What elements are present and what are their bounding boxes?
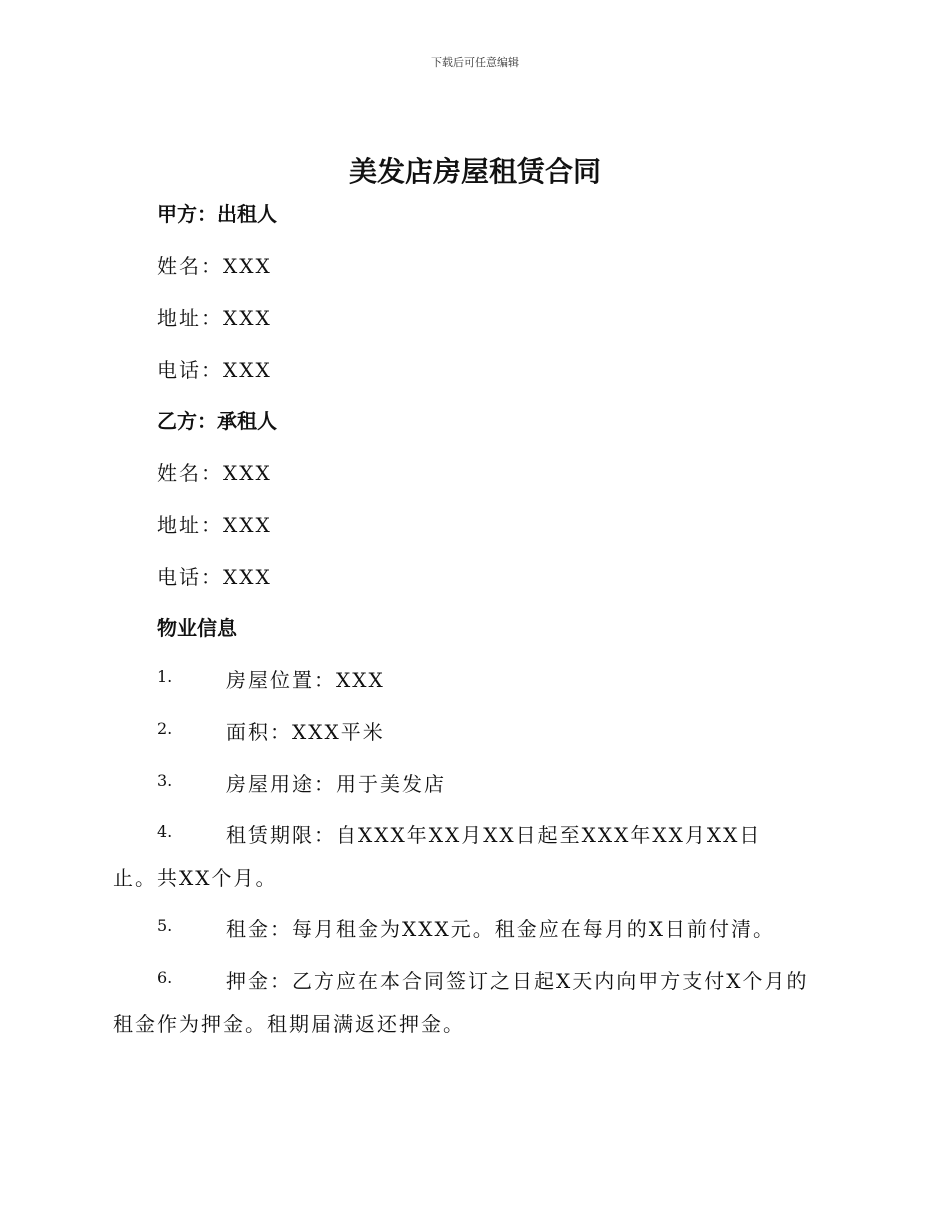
party-b-heading: 乙方：承租人 [157,409,277,433]
list-item-number: 4. [157,822,173,841]
list-item: 租金：每月租金为XXX元。租金应在每月的X日前付清。 [226,917,775,941]
party-a-heading: 甲方：出租人 [157,202,277,226]
list-item-number: 6. [157,968,173,987]
property-heading: 物业信息 [157,616,237,640]
list-item: 房屋用途：用于美发店 [226,772,446,796]
list-item-number: 1. [157,667,173,686]
list-item-number: 2. [157,719,173,738]
header-note: 下载后可任意编辑 [431,56,519,69]
document-title: 美发店房屋租赁合同 [348,155,601,188]
party-a-address: 地址：XXX [157,306,272,330]
list-item: 房屋位置：XXX [226,668,385,692]
list-item-number: 5. [157,916,173,935]
list-item-number: 3. [157,771,173,790]
list-item: 押金：乙方应在本合同签订之日起X天内向甲方支付X个月的 [226,969,809,993]
party-b-phone: 电话：XXX [157,565,272,589]
list-item: 租赁期限：自XXX年XX月XX日起至XXX年XX月XX日 [226,823,762,847]
list-item-continuation: 租金作为押金。租期届满返还押金。 [113,1012,465,1036]
party-a-phone: 电话：XXX [157,358,272,382]
party-b-address: 地址：XXX [157,513,272,537]
party-b-name: 姓名：XXX [157,461,272,485]
list-item-continuation: 止。共XX个月。 [113,866,278,890]
party-a-name: 姓名：XXX [157,254,272,278]
list-item: 面积：XXX平米 [226,720,385,744]
